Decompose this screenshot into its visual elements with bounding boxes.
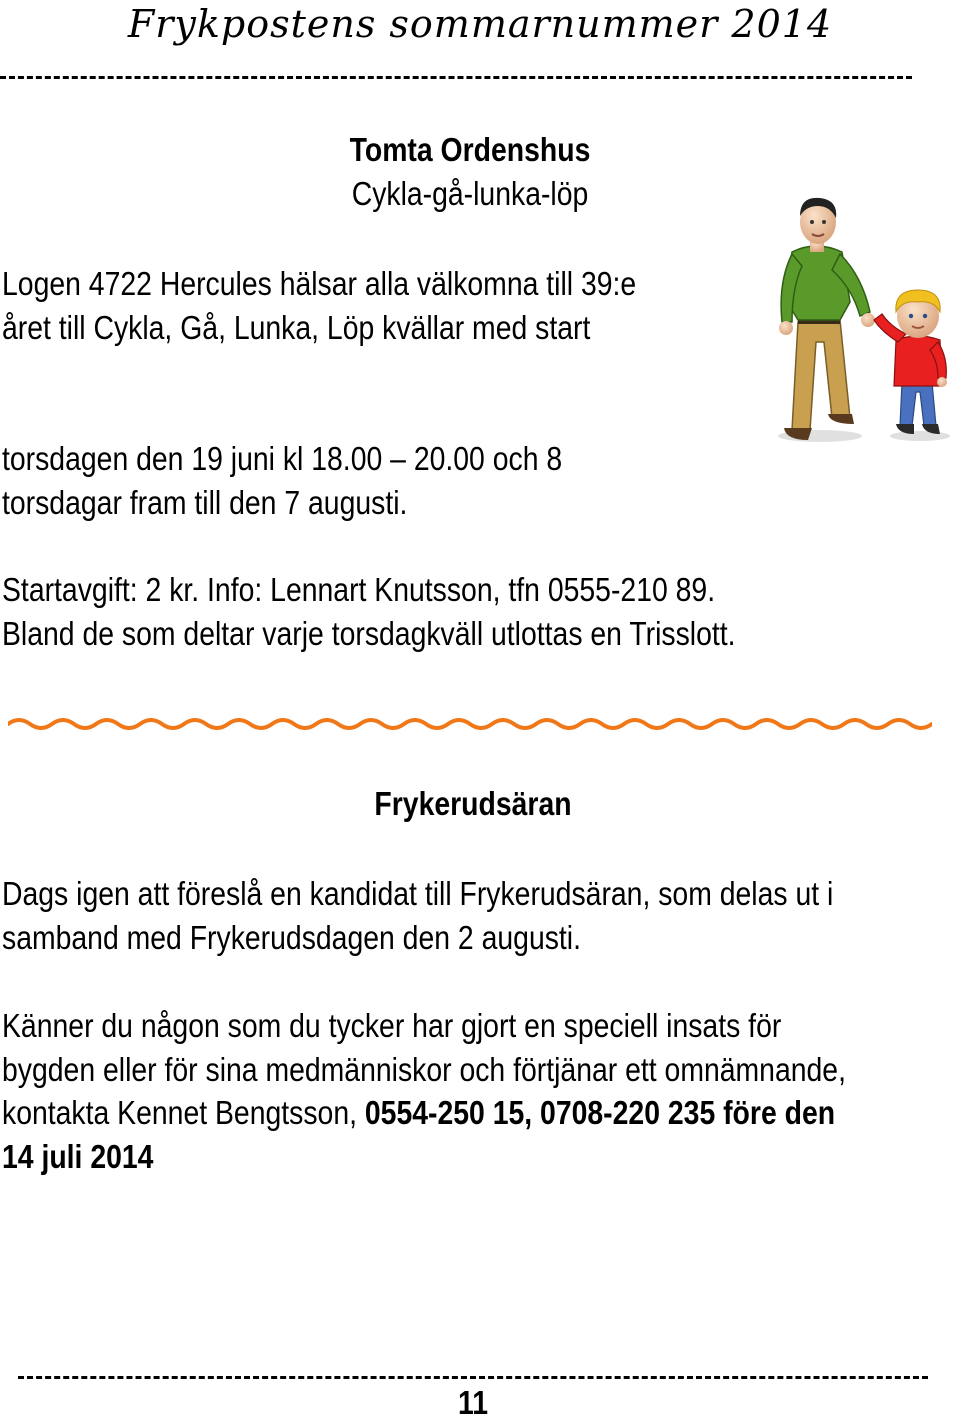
text-line: Startavgift: 2 kr. Info: Lennart Knutsson, tfn 0555-210 89. (2, 571, 716, 608)
text-line (2, 1091, 846, 1135)
header-dashed-rule (0, 76, 912, 79)
contact-name-text: kontakta Kennet Bengtsson, (2, 1094, 365, 1131)
section-title-tomta-ordenshus: Tomta Ordenshus (349, 131, 591, 168)
text-line: Känner du någon som du tycker har gjort en speciell insats för (2, 1007, 782, 1044)
text-line: året till Cykla, Gå, Lunka, Löp kvällar med start (2, 308, 591, 346)
contact-paragraph (2, 1004, 846, 1178)
text-line: torsdagar fram till den 7 augusti. (2, 483, 408, 521)
page-number: 11 (457, 1384, 488, 1418)
info-paragraph (2, 568, 736, 655)
intro-paragraph (2, 262, 636, 349)
newsletter-title: Frykpostens sommarnummer 2014 (127, 2, 833, 46)
footer-dashed-rule (18, 1376, 928, 1379)
date-paragraph (2, 437, 562, 524)
orange-squiggle-divider (8, 710, 932, 734)
text-line: Logen 4722 Hercules hälsar alla välkomna till 39:e (2, 265, 637, 302)
text-line: torsdagen den 19 juni kl 18.00 – 20.00 och 8 (2, 440, 563, 477)
text-line: bygden eller för sina medmänniskor och förtjänar ett omnämnande, (2, 1050, 846, 1088)
text-line: Dags igen att föreslå en kandidat till Frykerudsäran, som delas ut i (2, 875, 834, 912)
section-subtitle: Cykla-gå-lunka-löp (351, 175, 589, 212)
text-line: samband med Frykerudsdagen den 2 augusti. (2, 918, 581, 956)
text-line: Bland de som deltar varje torsdagkväll utlottas en Trisslott. (2, 614, 736, 652)
man-and-child-walking-illustration (770, 192, 960, 448)
deadline-date: 14 juli 2014 (2, 1137, 154, 1175)
section-title-frykerudsaran: Frykerudsäran (374, 785, 572, 822)
contact-phone-deadline: 0554-250 15, 0708-220 235 före den (364, 1094, 836, 1131)
nomination-paragraph (2, 872, 833, 959)
